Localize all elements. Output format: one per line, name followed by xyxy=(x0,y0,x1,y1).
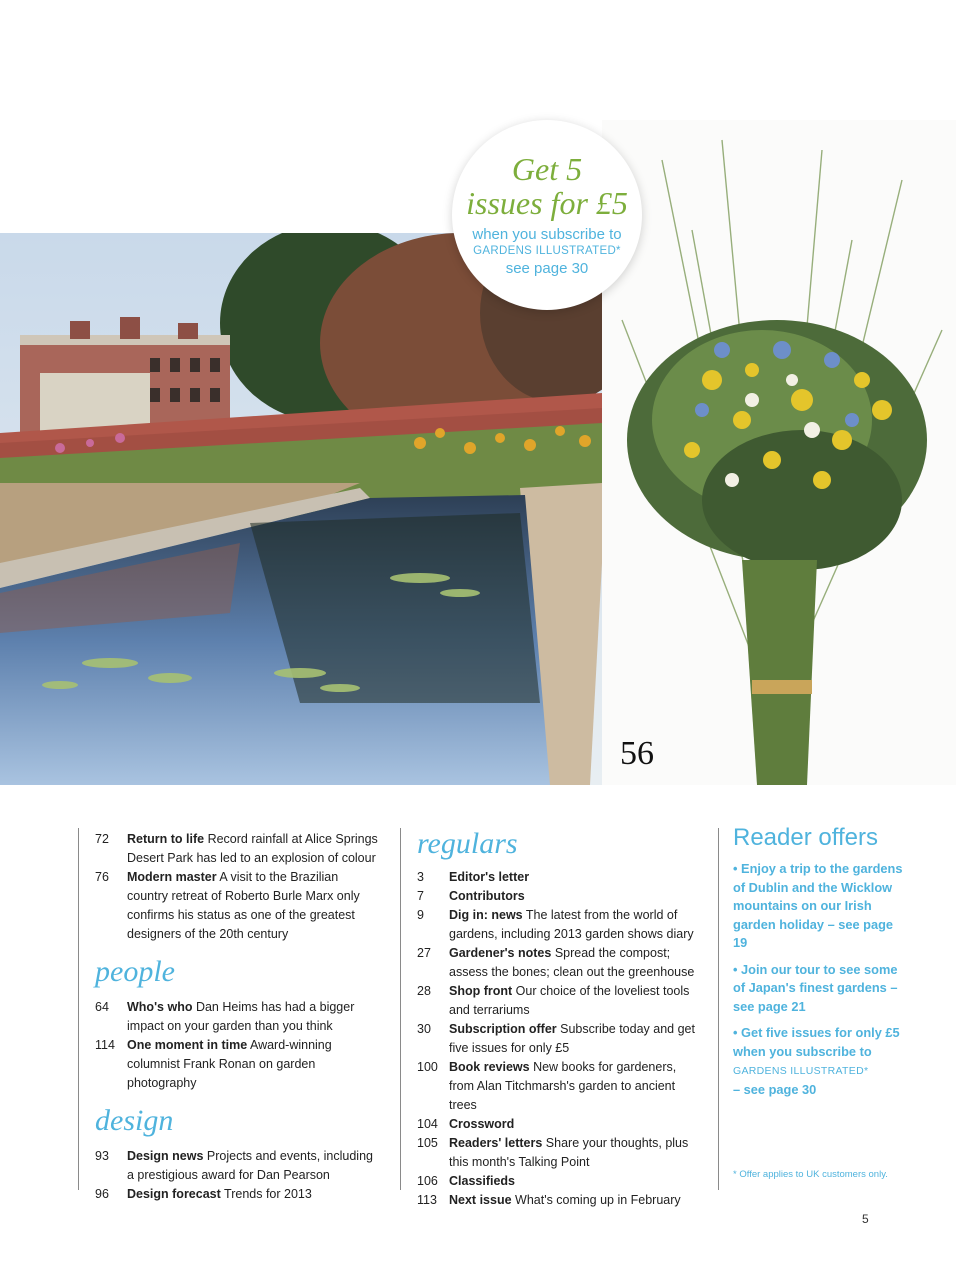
promo-subtext: when you subscribe to GARDENS ILLUSTRATED* see page 30 xyxy=(472,226,622,277)
regulars-heading: regulars xyxy=(417,827,518,860)
toc-entry[interactable]: 106 Classifieds xyxy=(417,1174,516,1188)
design-heading: design xyxy=(95,1104,174,1137)
toc-entry[interactable]: 104 Crossword xyxy=(417,1117,515,1131)
toc-entry[interactable]: 3 Editor's letter xyxy=(417,870,530,884)
toc-entry[interactable]: 7 Contributors xyxy=(417,889,525,903)
toc-entry[interactable]: 76 Modern master A visit to the Brazilian country retreat of Roberto Burle Marx only confirms his status as one of the greatest designers of the 20th century xyxy=(95,870,360,941)
photo-page-reference: 56 xyxy=(620,735,654,772)
reader-offers-title: Reader offers xyxy=(733,824,878,851)
toc-entry[interactable]: 30 Subscription offer Subscribe today and get five issues for only £5 xyxy=(417,1022,695,1055)
toc-entry[interactable]: 93 Design news Projects and events, including a prestigious award for Dan Pearson xyxy=(95,1149,373,1182)
toc-entry[interactable]: 27 Gardener's notes Spread the compost; assess the bones; clean out the greenhouse xyxy=(417,946,695,979)
promo-headline: Get 5 issues for £5 xyxy=(466,151,628,221)
offer-subscription[interactable]: • Get five issues for only £5 when you subscribe to GARDENS ILLUSTRATED* – see page 30 xyxy=(733,1025,900,1097)
toc-entry[interactable]: 105 Readers' letters Share your thoughts, plus this month's Talking Point xyxy=(417,1136,689,1169)
regulars-list xyxy=(401,868,701,1210)
people-heading: people xyxy=(95,955,175,988)
features-list xyxy=(79,830,379,944)
offer-japan-tour[interactable]: • Join our tour to see some of Japan's finest gardens – see page 21 xyxy=(733,961,898,1014)
toc-entry[interactable]: 114 One moment in time Award-winning columnist Frank Ronan on garden photography xyxy=(95,1038,332,1090)
design-list xyxy=(79,1147,379,1204)
reader-offers-column xyxy=(718,824,909,1190)
toc-entry[interactable]: 9 Dig in: news The latest from the world of gardens, including 2013 garden shows diary xyxy=(417,908,694,941)
subscription-promo-bubble[interactable] xyxy=(452,120,642,310)
page-number: 5 xyxy=(862,1212,869,1226)
toc-entry[interactable]: 64 Who's who Dan Heims has had a bigger impact on your garden than you think xyxy=(95,1000,355,1033)
garden-pool-photo xyxy=(0,233,602,785)
features-column xyxy=(78,828,379,1201)
toc-entry[interactable]: 72 Return to life Record rainfall at Alice Springs Desert Park has led to an explosion of colour xyxy=(95,832,378,865)
people-list xyxy=(79,998,379,1093)
regulars-column xyxy=(400,827,701,1207)
toc-entry[interactable]: 100 Book reviews New books for gardeners, from Alan Titchmarsh's garden to ancient trees xyxy=(417,1060,677,1112)
toc-entry[interactable]: 28 Shop front Our choice of the loveliest tools and terrariums xyxy=(417,984,690,1017)
wildflower-bouquet-photo xyxy=(602,120,956,785)
toc-entry[interactable]: 96 Design forecast Trends for 2013 xyxy=(95,1187,312,1201)
offer-footnote: * Offer applies to UK customers only. xyxy=(733,1169,888,1180)
offer-irish-holiday[interactable]: • Enjoy a trip to the gardens of Dublin and the Wicklow mountains on our Irish garden holiday – see page 19 xyxy=(733,861,903,950)
toc-entry[interactable]: 113 Next issue What's coming up in February xyxy=(417,1193,681,1207)
